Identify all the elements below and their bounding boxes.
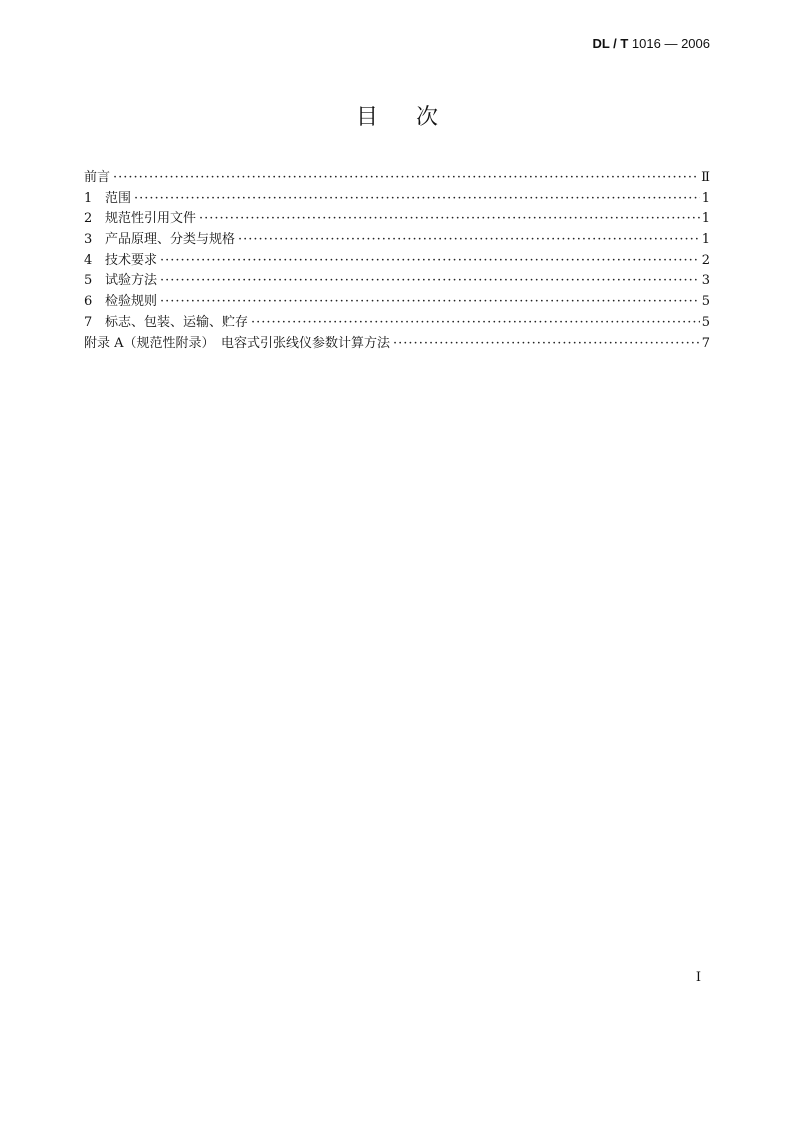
toc-entry-label: 规范性引用文件 [105, 211, 197, 227]
toc-entry-label: 前言 [84, 170, 111, 185]
standard-code [592, 36, 710, 51]
toc-entry-number: 3 [84, 232, 93, 248]
toc-entry-page: 1 [701, 211, 710, 227]
toc-leader-dots [113, 168, 699, 189]
toc-entry-appendix-a[interactable] [84, 334, 710, 355]
toc-leader-dots [160, 292, 700, 313]
toc-entry-number: 6 [84, 294, 93, 310]
toc-entry-label: 检验规则 [105, 294, 158, 310]
toc-leader-dots [160, 251, 700, 272]
toc-entry-label: 产品原理、分类与规格 [105, 232, 236, 248]
toc-entry-label: 试验方法 [105, 273, 158, 289]
toc-entry-label: 范围 [105, 190, 132, 206]
toc-entry-6[interactable] [84, 292, 710, 313]
toc-entry-2[interactable] [84, 209, 710, 230]
toc-entry-page: 1 [701, 190, 710, 206]
toc-leader-dots [251, 313, 700, 334]
toc-entry-page: 1 [701, 232, 710, 248]
toc-entry-7[interactable] [84, 313, 710, 334]
standard-code-suffix: 1016 — 2006 [628, 36, 710, 51]
toc-leader-dots [238, 230, 700, 251]
toc-entry-number: 1 [84, 190, 93, 206]
toc-entry-number: 5 [84, 273, 93, 289]
toc-entry-preface[interactable] [84, 168, 710, 189]
toc-leader-dots [160, 271, 700, 292]
toc-entry-number: 2 [84, 211, 93, 227]
toc-leader-dots [199, 209, 700, 230]
page-title: 目次 [355, 105, 476, 130]
toc-entry-page: 3 [701, 273, 710, 289]
toc-entry-number: 4 [84, 252, 93, 268]
toc-leader-dots [393, 334, 700, 355]
toc-leader-dots [134, 189, 700, 210]
toc-entry-label: 技术要求 [105, 252, 158, 268]
toc-entry-page: 5 [701, 314, 710, 330]
table-of-contents [84, 168, 710, 354]
standard-code-prefix: DL / T [592, 36, 629, 51]
toc-entry-page: Ⅱ [701, 170, 710, 185]
toc-entry-5[interactable] [84, 271, 710, 292]
toc-entry-page: 7 [701, 335, 710, 351]
page-number: I [695, 970, 701, 985]
toc-entry-1[interactable] [84, 189, 710, 210]
toc-entry-label: 附录 A（规范性附录） 电容式引张线仪参数计算方法 [84, 335, 391, 351]
toc-entry-3[interactable] [84, 230, 710, 251]
toc-entry-page: 5 [701, 294, 710, 310]
toc-entry-page: 2 [701, 252, 710, 268]
toc-entry-label: 标志、包装、运输、贮存 [105, 314, 249, 330]
toc-entry-4[interactable] [84, 251, 710, 272]
toc-entry-number: 7 [84, 314, 93, 330]
